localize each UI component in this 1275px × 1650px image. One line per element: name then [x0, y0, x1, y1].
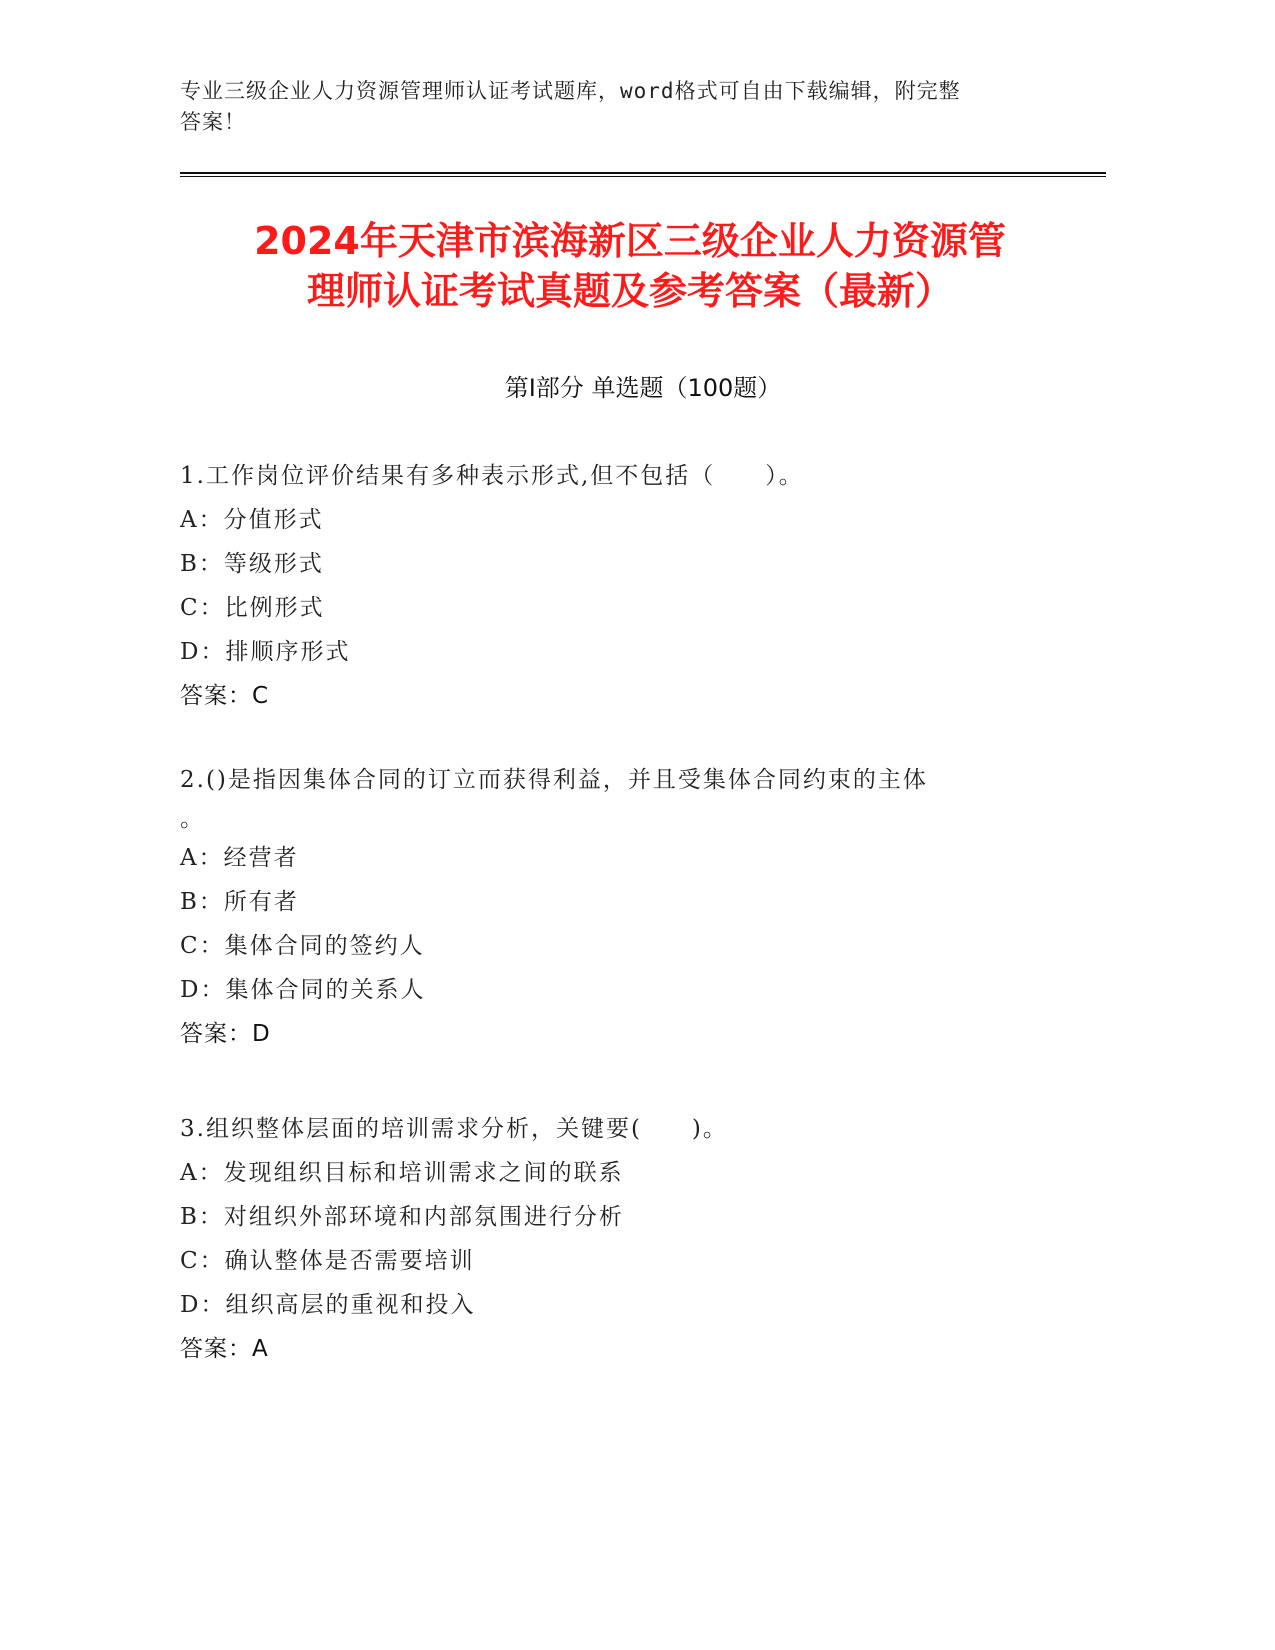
- answer: 答案：D: [180, 1021, 271, 1047]
- header-divider-thin: [180, 176, 1106, 177]
- option-c: C：确认整体是否需要培训: [180, 1248, 475, 1274]
- question-2: [180, 758, 1060, 1056]
- option-a: A：发现组织目标和培训需求之间的联系: [180, 1160, 624, 1186]
- answer: 答案：A: [180, 1336, 269, 1362]
- option-d: D：集体合同的关系人: [180, 977, 426, 1003]
- option-b: B：对组织外部环境和内部氛围进行分析: [180, 1204, 624, 1230]
- option-b: B：所有者: [180, 889, 299, 915]
- question-stem: 1.工作岗位评价结果有多种表示形式,但不包括（ ）。: [180, 463, 804, 489]
- section-title: 第Ⅰ部分 单选题（100题）: [504, 374, 782, 402]
- option-d: D：排顺序形式: [180, 639, 351, 665]
- option-c: C：比例形式: [180, 595, 325, 621]
- option-a: A：经营者: [180, 845, 299, 871]
- document-title-line1: 2024年天津市滨海新区三级企业人力资源管: [254, 219, 1006, 263]
- question-3: [180, 1107, 1060, 1371]
- header-note-line1: 专业三级企业人力资源管理师认证考试题库，word格式可自由下载编辑，附完整: [180, 79, 961, 103]
- question-stem: 2.()是指因集体合同的订立而获得利益，并且受集体合同约束的主体: [180, 767, 928, 793]
- answer: 答案：C: [180, 683, 270, 709]
- question-stem-continuation: 。: [180, 806, 205, 832]
- document-title-line2: 理师认证考试真题及参考答案（最新）: [306, 269, 953, 313]
- header-note-line2: 答案！: [180, 110, 246, 134]
- question-stem: 3.组织整体层面的培训需求分析，关键要( )。: [180, 1116, 728, 1142]
- header-divider-thick: [180, 172, 1106, 174]
- option-a: A：分值形式: [180, 507, 324, 533]
- document-title: [150, 216, 1110, 316]
- option-c: C：集体合同的签约人: [180, 933, 425, 959]
- question-1: [180, 454, 1060, 718]
- header-note: [180, 76, 1050, 138]
- option-d: D：组织高层的重视和投入: [180, 1292, 476, 1318]
- option-b: B：等级形式: [180, 551, 324, 577]
